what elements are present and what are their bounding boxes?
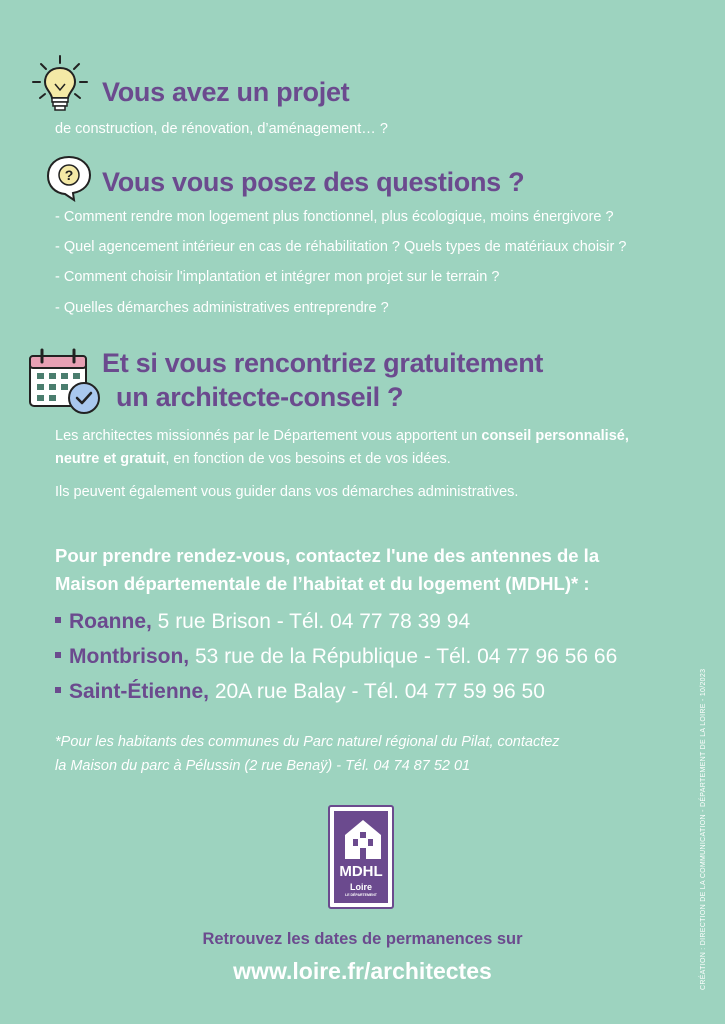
section-title-project: Vous avez un projet xyxy=(102,77,350,107)
logo-name: MDHL xyxy=(339,863,383,880)
section-title-questions: Vous vous posez des questions ? xyxy=(102,167,525,197)
list-item: - Quelles démarches administratives entreprendre ? xyxy=(55,300,389,316)
house-icon xyxy=(342,817,384,861)
credit-text: CRÉATION : DIRECTION DE LA COMMUNICATION - DÉPARTEMENT DE LA LOIRE - 10/2023 xyxy=(700,668,707,990)
bullet-square xyxy=(55,687,61,693)
bullet-square xyxy=(55,617,61,623)
antenna-roanne: Roanne, 5 rue Brison - Tél. 04 77 78 39 94 xyxy=(55,608,470,636)
mdhl-logo xyxy=(328,805,394,909)
question-bubble-icon xyxy=(44,154,94,202)
list-item: - Comment choisir l'implantation et intégrer mon projet sur le terrain ? xyxy=(55,269,500,285)
list-item: - Comment rendre mon logement plus fonctionnel, plus écologique, moins énergivore ? xyxy=(55,209,614,225)
footer-url-link[interactable]: www.loire.fr/architectes xyxy=(233,958,492,984)
calendar-check-icon xyxy=(26,346,104,418)
section-subtitle-project: de construction, de rénovation, d’aménagement… ? xyxy=(55,121,388,137)
architect-guidance: Ils peuvent également vous guider dans vos démarches administratives. xyxy=(55,484,519,500)
svg-text:?: ? xyxy=(64,167,74,183)
section-title-architect-line2: un architecte-conseil ? xyxy=(116,382,404,412)
footer-text: Retrouvez les dates de permanences sur xyxy=(202,930,523,948)
contact-intro: Pour prendre rendez-vous, contactez l'une des antennes de la Maison départementale de l’habitat et du logement (MDHL)* : xyxy=(55,545,600,594)
logo-tagline: LE DÉPARTEMENT xyxy=(345,893,377,897)
logo-sub: Loire xyxy=(349,882,372,892)
section-title-architect-line1: Et si vous rencontriez gratuitement xyxy=(102,348,544,378)
pilat-note: *Pour les habitants des communes du Parc naturel régional du Pilat, contactez la Maison du parc à Pélussin (2 rue Benaÿ) - Tél. 04 74 87 52 01 xyxy=(55,734,560,774)
bullet-square xyxy=(55,652,61,658)
list-item: - Quel agencement intérieur en cas de réhabilitation ? Quels types de matériaux choisir ? xyxy=(55,239,627,255)
antenna-saint-etienne: Saint-Étienne, 20A rue Balay - Tél. 04 77 59 96 50 xyxy=(55,678,545,706)
architect-description: Les architectes missionnés par le Département vous apportent un conseil personnalisé, neutre et gratuit, en fonction de vos besoins et de vos idées. xyxy=(55,428,629,467)
antenna-montbrison: Montbrison, 53 rue de la République - Tél. 04 77 96 56 66 xyxy=(55,643,617,671)
lightbulb-icon xyxy=(28,54,92,114)
